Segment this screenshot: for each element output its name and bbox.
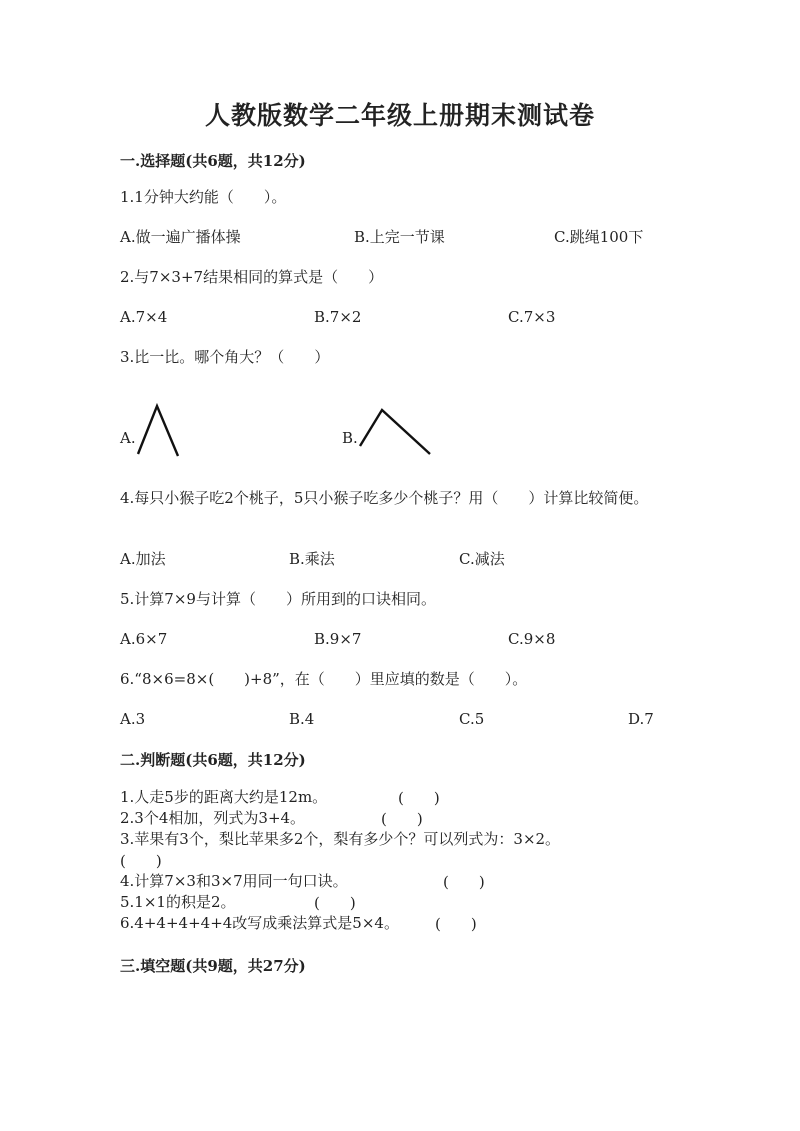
judge-item-4-answer-parens: ( ) (443, 873, 485, 891)
q4-option-a: A.加法 (120, 550, 166, 568)
judge-item-6-answer-parens: ( ) (435, 915, 477, 933)
q1-option-b: B.上完一节课 (354, 228, 445, 246)
section-heading-choice: 一.选择题(共6题，共12分) (120, 152, 306, 170)
question-3: 3.比一比。哪个角大？（ ） (120, 348, 330, 366)
judge-item-3: 3.苹果有3个，梨比苹果多2个，梨有多少个？可以列式为：3×2。 (120, 830, 561, 848)
judge-item-5-answer-parens: ( ) (314, 894, 356, 912)
q5-option-c: C.9×8 (508, 630, 556, 648)
q6-option-d: D.7 (628, 710, 654, 728)
q5-option-b: B.9×7 (314, 630, 362, 648)
section-heading-fill: 三.填空题(共9题，共27分) (120, 957, 306, 975)
q6-option-c: C.5 (459, 710, 485, 728)
q1-option-c: C.跳绳100下 (554, 228, 644, 246)
section-heading-judge: 二.判断题(共6题，共12分) (120, 751, 306, 769)
judge-item-2: 2.3个4相加，列式为3+4。 (120, 809, 306, 827)
question-2: 2.与7×3+7结果相同的算式是（ ） (120, 268, 384, 286)
judge-item-5: 5.1×1的积是2。 (120, 893, 236, 911)
judge-item-2-answer-parens: ( ) (381, 810, 423, 828)
judge-item-6: 6.4+4+4+4+4改写成乘法算式是5×4。 (120, 914, 399, 932)
q6-option-a: A.3 (120, 710, 146, 728)
q6-option-b: B.4 (289, 710, 315, 728)
q3-option-a: A. (120, 429, 136, 447)
judge-item-1-answer-parens: ( ) (398, 789, 440, 807)
q2-option-c: C.7×3 (508, 308, 556, 326)
q4-option-b: B.乘法 (289, 550, 335, 568)
q2-option-a: A.7×4 (120, 308, 168, 326)
judge-item-4: 4.计算7×3和3×7用同一句口诀。 (120, 872, 348, 890)
q5-option-a: A.6×7 (120, 630, 168, 648)
q2-option-b: B.7×2 (314, 308, 362, 326)
question-1: 1.1分钟大约能（ ）。 (120, 188, 287, 206)
angle-a-figure (132, 400, 188, 460)
angle-b-figure (354, 406, 436, 460)
question-6: 6.“8×6=8×( )+8”，在（ ）里应填的数是（ ）。 (120, 670, 528, 688)
q1-option-a: A.做一遍广播体操 (120, 228, 241, 246)
judge-item-3-answer-parens: ( ) (120, 852, 162, 870)
q3-option-b: B. (342, 429, 358, 447)
judge-item-1: 1.人走5步的距离大约是12m。 (120, 788, 328, 806)
question-4: 4.每只小猴子吃2个桃子，5只小猴子吃多少个桃子？用（ ）计算比较简便。 (120, 489, 649, 507)
question-5: 5.计算7×9与计算（ ）所用到的口诀相同。 (120, 590, 436, 608)
page-title: 人教版数学二年级上册期末测试卷 (204, 101, 595, 130)
q4-option-c: C.减法 (459, 550, 505, 568)
